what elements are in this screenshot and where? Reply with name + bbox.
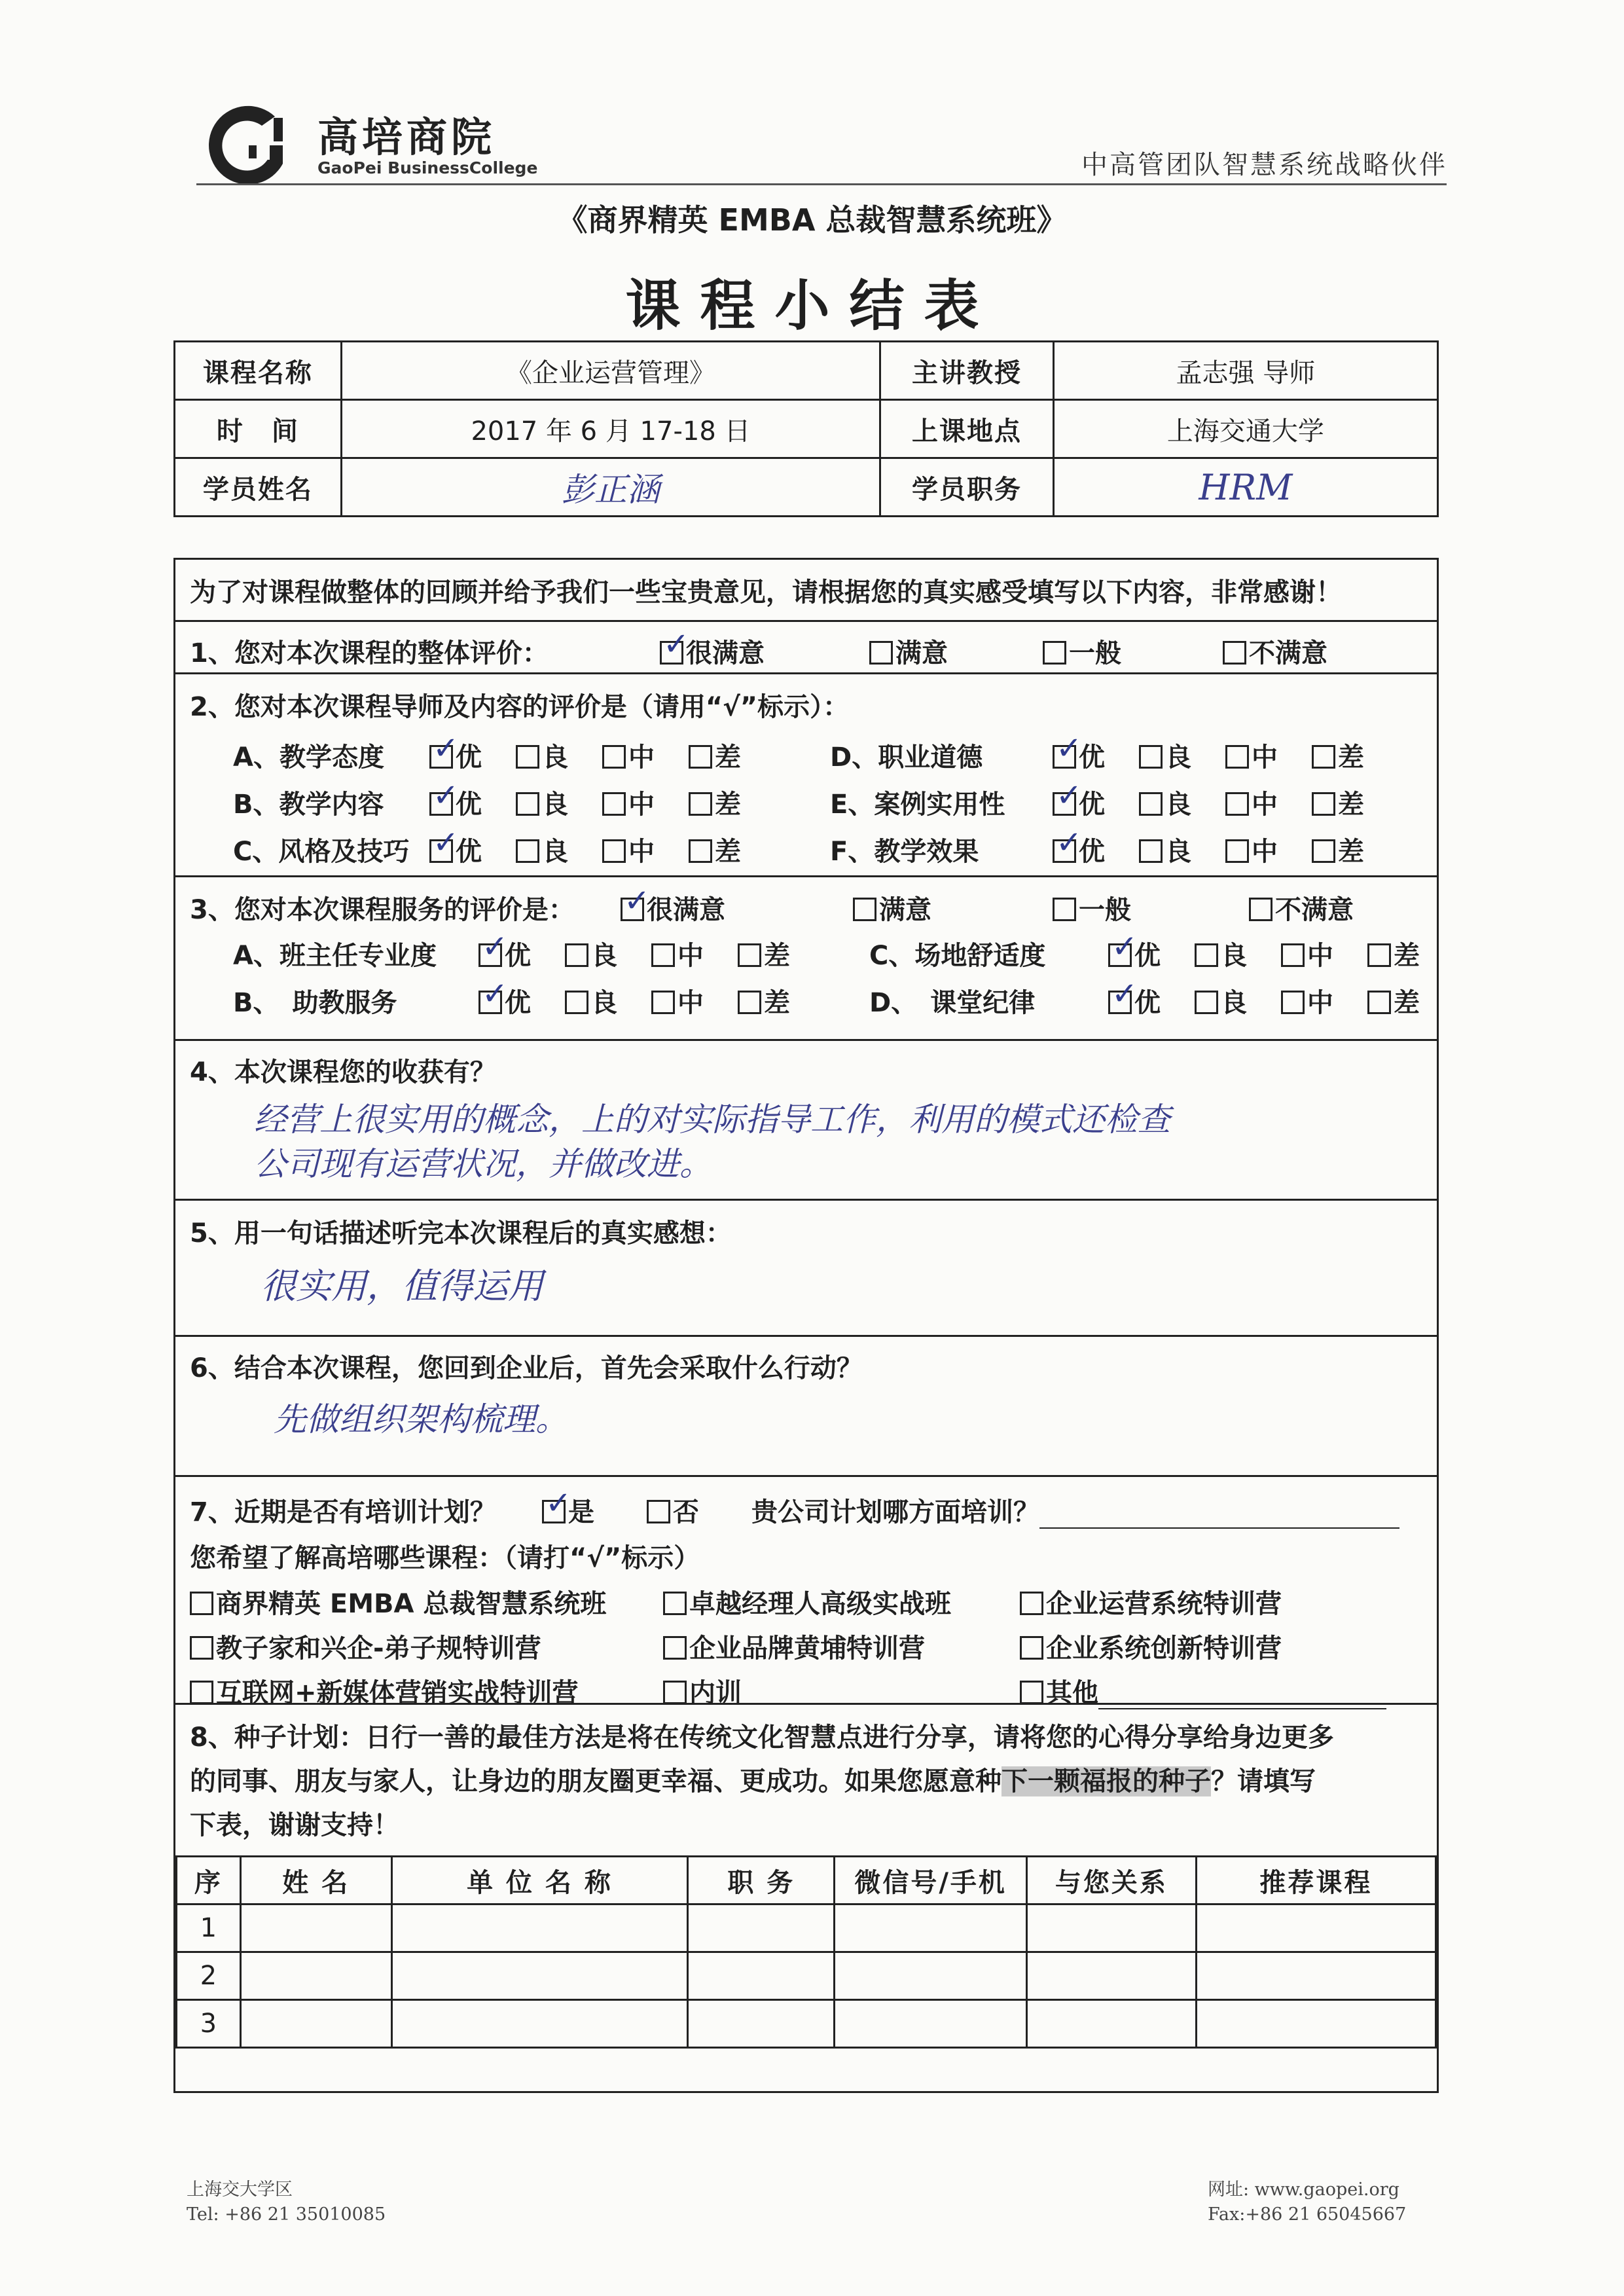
seed-column-header: 单 位 名 称 — [391, 1857, 688, 1904]
checkbox-icon[interactable] — [1053, 792, 1076, 816]
q2-item-1-grade-option[interactable]: 良 — [516, 784, 602, 821]
q3-item-0-label: A、班主任专业度 — [233, 941, 437, 971]
student-name-label: 学员姓名 — [175, 458, 342, 517]
checkbox-icon[interactable] — [689, 792, 712, 816]
checkbox-icon[interactable] — [478, 991, 502, 1014]
course-option-0[interactable]: 商界精英 EMBA 总裁智慧系统班 — [190, 1583, 606, 1620]
q2-item-3-grade-option[interactable]: 中 — [1225, 737, 1312, 774]
checkbox-icon[interactable] — [663, 1636, 687, 1660]
checkbox-icon[interactable] — [190, 1592, 213, 1615]
seed-cell-input[interactable] — [688, 1952, 835, 2000]
logo-chinese-name: 高培商院 — [317, 113, 496, 161]
course-option-8[interactable]: 其他 — [1020, 1672, 1386, 1709]
q6-label: 6、结合本次课程，您回到企业后，首先会采取什么行动？ — [190, 1353, 863, 1383]
seed-column-header: 序 — [177, 1857, 241, 1904]
q2-item-2-grade-option[interactable]: ✓ 优 — [429, 831, 516, 868]
checkbox-icon[interactable] — [542, 1500, 566, 1523]
q3-item-0-grade-option[interactable]: ✓ 优 — [478, 935, 565, 972]
checkbox-icon[interactable] — [1139, 792, 1163, 816]
checkbox-icon[interactable] — [689, 839, 712, 863]
gaopei-logo-mark — [196, 98, 308, 190]
q2-item-5-grade-option[interactable]: 中 — [1225, 831, 1312, 868]
checkbox-icon[interactable] — [663, 1592, 687, 1615]
q6-section — [175, 1335, 1437, 1475]
q2-item-3-grade-option[interactable]: 良 — [1139, 737, 1225, 774]
seed-cell-input[interactable] — [1026, 2000, 1196, 2048]
footer-contact-left — [187, 2178, 386, 2227]
course-option-2[interactable]: 企业运营系统特训营 — [1020, 1583, 1282, 1620]
q3-item-3-grade-option[interactable]: 中 — [1281, 982, 1367, 1019]
q2-item-5-grade-option[interactable]: 良 — [1139, 831, 1225, 868]
q2-item-4-grade-option[interactable]: ✓ 优 — [1053, 784, 1139, 821]
row-number: 2 — [177, 1952, 241, 2000]
q8-section — [175, 1703, 1437, 2095]
q3-item-3-grade-option[interactable]: 差 — [1367, 982, 1454, 1019]
q2-item-5-label: F、教学效果 — [830, 837, 979, 867]
q2-item-5-grade-option[interactable]: ✓ 优 — [1053, 831, 1139, 868]
checkbox-icon[interactable] — [738, 943, 761, 967]
seed-column-header: 姓 名 — [240, 1857, 391, 1904]
q3-item-3-grade-option[interactable]: 良 — [1195, 982, 1281, 1019]
q2-item-2-grade-option[interactable]: 良 — [516, 831, 602, 868]
q3-item-1-label: B、 助教服务 — [233, 988, 397, 1018]
checkbox-icon[interactable] — [565, 991, 588, 1014]
q3-item-0-grade-option[interactable]: 良 — [565, 935, 651, 972]
checkbox-icon[interactable] — [621, 898, 644, 921]
q2-item-2-label: C、风格及技巧 — [233, 837, 410, 867]
course-name-value: 《企业运营管理》 — [341, 342, 880, 400]
course-option-7[interactable]: 内训 — [663, 1672, 742, 1709]
logo-english-name: GaoPei BusinessCollege — [317, 158, 538, 177]
q3-item-0-grade-option[interactable]: 中 — [651, 935, 738, 972]
course-info-table — [173, 340, 1439, 517]
q1-section — [175, 620, 1437, 672]
q3-item-0-row — [233, 935, 824, 972]
course-option-3[interactable]: 教子家和兴企-弟子规特训营 — [190, 1628, 541, 1665]
footer-website[interactable]: 网址: www.gaopei.org — [1208, 2179, 1399, 2200]
checkbox-icon[interactable] — [660, 641, 683, 665]
time-value: 2017 年 6 月 17-18 日 — [341, 400, 880, 458]
checkbox-icon[interactable] — [1053, 745, 1076, 769]
seed-cell-input[interactable] — [835, 2000, 1027, 2048]
q7-section — [175, 1475, 1437, 1708]
seed-cell-input[interactable] — [1196, 2000, 1435, 2048]
q1-option-very-satisfied[interactable]: ✓ 很满意 — [660, 632, 765, 670]
checkbox-icon[interactable] — [478, 943, 502, 967]
table-row — [177, 2000, 1436, 2048]
q3-item-3-label: D、 课堂纪律 — [869, 988, 1036, 1018]
checkbox-icon[interactable] — [429, 792, 453, 816]
seed-column-header: 微信号/手机 — [835, 1857, 1027, 1904]
checkbox-icon[interactable] — [1053, 898, 1076, 921]
checkbox-icon[interactable] — [1108, 991, 1132, 1014]
q2-item-3-grade-option[interactable]: ✓ 优 — [1053, 737, 1139, 774]
seed-column-header: 推荐课程 — [1196, 1857, 1435, 1904]
checkbox-icon[interactable] — [190, 1681, 213, 1704]
q2-item-3-grade-option[interactable]: 差 — [1312, 737, 1398, 774]
logo — [196, 98, 563, 190]
q3-item-1-grade-option[interactable]: 良 — [565, 982, 651, 1019]
seed-cell-input[interactable] — [1196, 1904, 1435, 1952]
checkbox-icon[interactable] — [1139, 839, 1163, 863]
course-option-1[interactable]: 卓越经理人高级实战班 — [663, 1583, 951, 1620]
position-field[interactable]: HRM — [1053, 458, 1437, 517]
checkbox-icon[interactable] — [1043, 641, 1066, 665]
q2-item-4-grade-option[interactable]: 良 — [1139, 784, 1225, 821]
checkbox-icon[interactable] — [1312, 839, 1335, 863]
row-number: 3 — [177, 2000, 241, 2048]
checkbox-icon[interactable] — [738, 991, 761, 1014]
q2-item-5-grade-option[interactable]: 差 — [1312, 831, 1398, 868]
q6-answer[interactable]: 先做组织架构梳理。 — [274, 1400, 568, 1438]
checkbox-icon[interactable] — [663, 1681, 687, 1704]
q2-label: 2、您对本次课程导师及内容的评价是（请用“√”标示）： — [190, 692, 850, 722]
q2-item-0-row — [233, 737, 775, 774]
checkbox-icon[interactable] — [1225, 839, 1249, 863]
checkbox-icon[interactable] — [1053, 839, 1076, 863]
q2-item-2-grade-option[interactable]: 中 — [602, 831, 689, 868]
checkbox-icon[interactable] — [1223, 641, 1246, 665]
q8-line3: 下表，谢谢支持！ — [190, 1810, 399, 1840]
q2-item-0-label: A、教学态度 — [233, 742, 384, 773]
q3-option-average[interactable]: 一般 — [1053, 889, 1131, 926]
q3-section — [175, 875, 1437, 1039]
q3-item-1-grade-option[interactable]: 中 — [651, 982, 738, 1019]
seed-cell-input[interactable] — [835, 1904, 1027, 1952]
checkbox-icon[interactable] — [869, 641, 893, 665]
seed-cell-input[interactable] — [240, 2000, 391, 2048]
q5-section — [175, 1199, 1437, 1335]
seed-column-header: 与您关系 — [1026, 1857, 1196, 1904]
q2-item-1-label: B、教学内容 — [233, 790, 384, 820]
q3-option-unsatisfied[interactable]: 不满意 — [1249, 889, 1354, 926]
checkbox-icon[interactable] — [602, 792, 626, 816]
checkbox-icon[interactable] — [1312, 792, 1335, 816]
checkbox-icon[interactable] — [1367, 991, 1391, 1014]
time-label: 时 间 — [175, 400, 342, 458]
q3-item-1-grade-option[interactable]: ✓ 优 — [478, 982, 565, 1019]
table-row — [177, 1904, 1436, 1952]
q2-item-0-grade-option[interactable]: 良 — [516, 737, 602, 774]
checkbox-icon[interactable] — [1225, 792, 1249, 816]
checkbox-icon[interactable] — [651, 943, 675, 967]
course-name-label: 课程名称 — [175, 342, 342, 400]
footer-tel: Tel: +86 21 35010085 — [187, 2204, 386, 2225]
q3-item-2-grade-option[interactable]: 中 — [1281, 935, 1367, 972]
checkbox-icon[interactable] — [1020, 1636, 1043, 1660]
slogan: 中高管团队智慧系统战略伙伴 — [1081, 150, 1447, 180]
q2-item-1-grade-option[interactable]: ✓ 优 — [429, 784, 516, 821]
footer-address: 上海交大学区 — [187, 2179, 293, 2200]
q3-item-1-grade-option[interactable]: 差 — [738, 982, 824, 1019]
checkbox-icon[interactable] — [1281, 991, 1305, 1014]
q2-item-0-grade-option[interactable]: 差 — [689, 737, 775, 774]
q1-option-average[interactable]: 一般 — [1043, 632, 1121, 670]
checkbox-icon[interactable] — [429, 745, 453, 769]
q7-label: 7、近期是否有培训计划？ — [190, 1497, 496, 1527]
checkbox-icon[interactable] — [651, 991, 675, 1014]
q2-item-3-label: D、职业道德 — [830, 742, 983, 773]
q3-item-2-row — [869, 935, 1454, 972]
q2-item-4-row — [830, 784, 1398, 821]
q3-option-satisfied[interactable]: 满意 — [853, 889, 931, 926]
q3-label: 3、您对本次课程服务的评价是： — [190, 895, 575, 925]
seed-cell-input[interactable] — [240, 1952, 391, 2000]
q2-item-4-label: E、案例实用性 — [830, 790, 1005, 820]
plan-answer-line[interactable] — [1039, 1505, 1399, 1529]
checkbox-icon[interactable] — [602, 839, 626, 863]
checkbox-icon[interactable] — [647, 1500, 670, 1523]
seed-cell-input[interactable] — [1196, 1952, 1435, 2000]
seed-cell-input[interactable] — [1026, 1904, 1196, 1952]
q1-label: 1、您对本次课程的整体评价： — [190, 638, 549, 668]
q7-courses-prompt: 您希望了解高培哪些课程：（请打“√”标示） — [190, 1543, 700, 1573]
q4-section — [175, 1039, 1437, 1199]
q3-item-3-row — [869, 982, 1454, 1019]
q2-item-4-grade-option[interactable]: 中 — [1225, 784, 1312, 821]
lecturer-label: 主讲教授 — [880, 342, 1054, 400]
q8-line2: 的同事、朋友与家人，让身边的朋友圈更幸福、更成功。如果您愿意种下一颗福报的种子？请填写 — [190, 1766, 1316, 1796]
q3-option-very-satisfied[interactable]: ✓ 很满意 — [621, 889, 725, 926]
checkbox-icon[interactable] — [516, 745, 539, 769]
seed-cell-input[interactable] — [391, 2000, 688, 2048]
q3-item-3-grade-option[interactable]: ✓ 优 — [1108, 982, 1195, 1019]
q3-item-2-grade-option[interactable]: ✓ 优 — [1108, 935, 1195, 972]
checkbox-icon[interactable] — [429, 839, 453, 863]
q3-item-0-grade-option[interactable]: 差 — [738, 935, 824, 972]
course-series-title: 《商界精英 EMBA 总裁智慧系统班》 — [557, 202, 1067, 238]
seed-cell-input[interactable] — [688, 1904, 835, 1952]
seed-cell-input[interactable] — [1026, 1952, 1196, 2000]
checkbox-icon[interactable] — [190, 1636, 213, 1660]
checkbox-icon[interactable] — [1281, 943, 1305, 967]
q3-item-1-row — [233, 982, 824, 1019]
q3-item-2-grade-option[interactable]: 良 — [1195, 935, 1281, 972]
q2-item-5-row — [830, 831, 1398, 868]
seed-cell-input[interactable] — [391, 1952, 688, 2000]
course-option-4[interactable]: 企业品牌黄埔特训营 — [663, 1628, 925, 1665]
location-label: 上课地点 — [880, 400, 1054, 458]
course-option-5[interactable]: 企业系统创新特训营 — [1020, 1628, 1282, 1665]
q7-yes-option[interactable]: ✓ 是 — [542, 1491, 594, 1529]
row-number: 1 — [177, 1904, 241, 1952]
seed-table-header — [177, 1857, 1436, 1904]
checkbox-icon[interactable] — [1367, 943, 1391, 967]
q4-label: 4、本次课程您的收获有？ — [190, 1057, 496, 1087]
footer-contact-right — [1208, 2178, 1406, 2227]
checkbox-icon[interactable] — [1195, 943, 1218, 967]
q2-item-2-grade-option[interactable]: 差 — [689, 831, 775, 868]
q8-line1: 8、种子计划：日行一善的最佳方法是将在传统文化智慧点进行分享，请将您的心得分享给身边更多 — [190, 1722, 1334, 1753]
q2-item-0-grade-option[interactable]: 中 — [602, 737, 689, 774]
checkbox-icon[interactable] — [1195, 991, 1218, 1014]
checkbox-icon[interactable] — [516, 839, 539, 863]
survey-box — [173, 558, 1439, 2093]
q2-item-1-grade-option[interactable]: 差 — [689, 784, 775, 821]
checkbox-icon[interactable] — [516, 792, 539, 816]
checkbox-icon[interactable] — [1225, 745, 1249, 769]
q2-item-2-row — [233, 831, 775, 868]
footer-fax: Fax:+86 21 65045667 — [1208, 2204, 1407, 2225]
q4-answer-line2[interactable]: 公司现有运营状况，并做改进。 — [254, 1145, 712, 1183]
checkbox-icon[interactable] — [1020, 1681, 1043, 1704]
student-name-field[interactable]: 彭正涵 — [341, 458, 880, 517]
q1-option-satisfied[interactable]: 满意 — [869, 632, 948, 670]
seed-plan-table — [175, 1855, 1437, 2049]
course-option-6[interactable]: 互联网+新媒体营销实战特训营 — [190, 1672, 579, 1709]
table-row — [177, 1952, 1436, 2000]
q2-item-1-row — [233, 784, 775, 821]
highlighted-phrase: 下一颗福报的种子 — [1001, 1766, 1211, 1796]
checkbox-icon[interactable] — [602, 745, 626, 769]
q5-answer[interactable]: 很实用，值得运用 — [261, 1266, 543, 1307]
q5-label: 5、用一句话描述听完本次课程后的真实感想： — [190, 1218, 732, 1248]
checkbox-icon[interactable] — [1139, 745, 1163, 769]
seed-cell-input[interactable] — [688, 2000, 835, 2048]
q2-item-0-grade-option[interactable]: ✓ 优 — [429, 737, 516, 774]
position-label: 学员职务 — [880, 458, 1054, 517]
survey-intro: 为了对课程做整体的回顾并给予我们一些宝贵意见，请根据您的真实感受填写以下内容，非常感谢！ — [190, 577, 1342, 608]
q2-item-1-grade-option[interactable]: 中 — [602, 784, 689, 821]
checkbox-icon[interactable] — [853, 898, 876, 921]
form-title: 课程小结表 — [625, 274, 999, 338]
q3-item-2-label: C、场地舒适度 — [869, 941, 1046, 971]
location-value: 上海交通大学 — [1053, 400, 1437, 458]
checkbox-icon[interactable] — [1108, 943, 1132, 967]
seed-cell-input[interactable] — [240, 1904, 391, 1952]
q4-answer-line1[interactable]: 经营上很实用的概念，上的对实际指导工作，利用的模式还检查 — [254, 1101, 1170, 1139]
header-divider — [196, 183, 1447, 185]
q7-plan-question: 贵公司计划哪方面培训？ — [751, 1491, 1399, 1529]
q2-item-3-row — [830, 737, 1398, 774]
seed-cell-input[interactable] — [835, 1952, 1027, 2000]
q3-item-2-grade-option[interactable]: 差 — [1367, 935, 1454, 972]
q1-option-unsatisfied[interactable]: 不满意 — [1223, 632, 1327, 670]
checkbox-icon[interactable] — [1249, 898, 1272, 921]
q2-section — [175, 672, 1437, 875]
q7-no-option[interactable]: 否 — [647, 1491, 699, 1529]
seed-column-header: 职 务 — [688, 1857, 835, 1904]
checkbox-icon[interactable] — [1312, 745, 1335, 769]
checkbox-icon[interactable] — [565, 943, 588, 967]
seed-cell-input[interactable] — [391, 1904, 688, 1952]
checkbox-icon[interactable] — [1020, 1592, 1043, 1615]
q2-item-4-grade-option[interactable]: 差 — [1312, 784, 1398, 821]
lecturer-value: 孟志强 导师 — [1053, 342, 1437, 400]
checkbox-icon[interactable] — [689, 745, 712, 769]
